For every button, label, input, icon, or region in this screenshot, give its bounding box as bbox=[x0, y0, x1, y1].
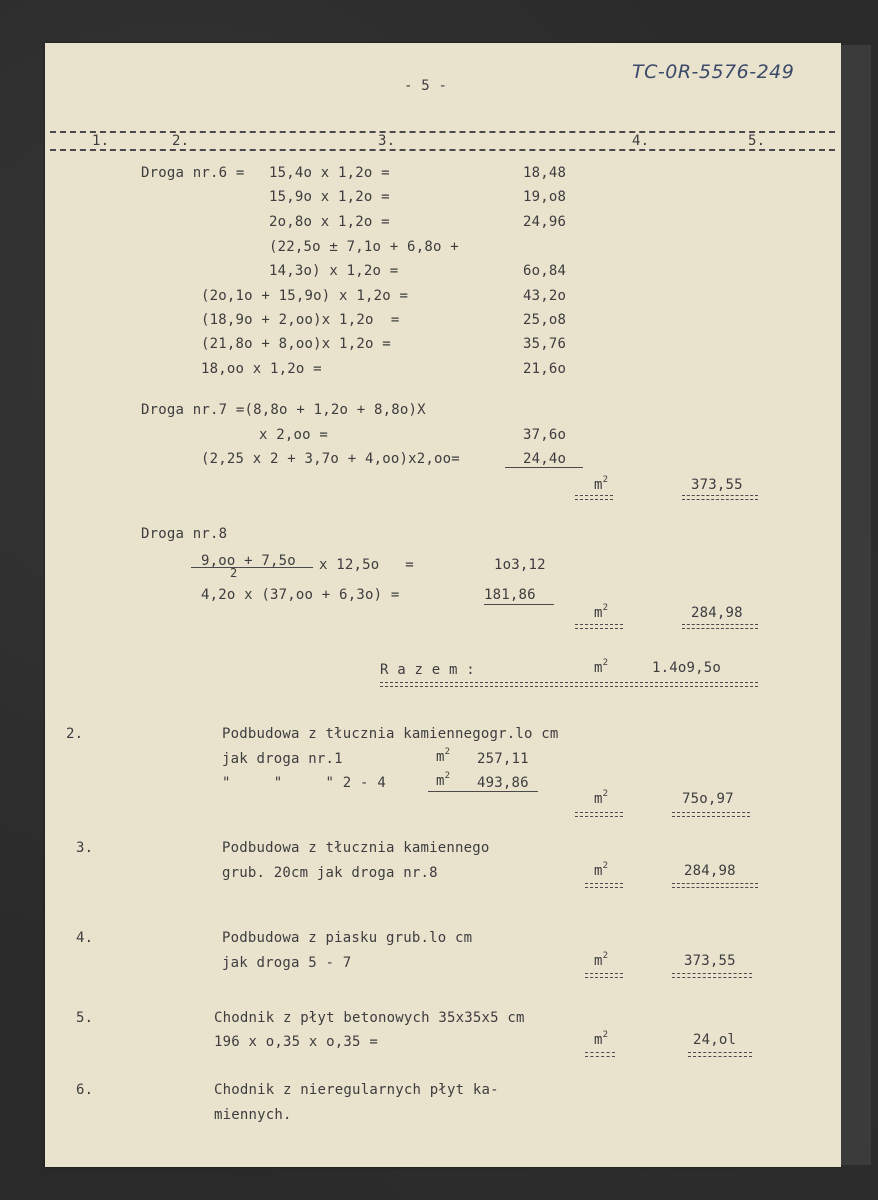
item5-unit: $m^2$ bbox=[594, 1030, 609, 1048]
item2-line2-unit: $m^2$ bbox=[436, 747, 451, 765]
item2-total: 75o,97 bbox=[682, 791, 734, 807]
road6-value-5: 6o,84 bbox=[523, 263, 567, 279]
page-number: - 5 - bbox=[404, 78, 448, 94]
road6-expr-4: (22,5o ± 7,1o + 6,8o + bbox=[269, 239, 459, 255]
road8-unit: $m^2$ bbox=[594, 603, 609, 621]
road7-total: 373,55 bbox=[691, 477, 743, 493]
road6-expr-8: (21,8o + 8,oo)x 1,2o = bbox=[201, 336, 391, 352]
column-header-3: 3. bbox=[378, 133, 396, 149]
road8-fraction-numerator: 9,oo + 7,5o bbox=[201, 553, 296, 569]
road6-expr-3: 2o,8o x 1,2o = bbox=[269, 214, 390, 230]
item3-description-1: Podbudowa z tłucznia kamiennego bbox=[222, 840, 490, 856]
road7-unit-rule bbox=[575, 495, 613, 500]
item5-total: 24,ol bbox=[693, 1032, 737, 1048]
road8-fraction-bar bbox=[191, 567, 313, 568]
road7-value-1: 37,6o bbox=[523, 427, 567, 443]
item5-description-2: 196 x o,35 x o,35 = bbox=[214, 1034, 378, 1050]
item4-unit-rule bbox=[585, 973, 623, 978]
road7-value-2: 24,4o bbox=[523, 451, 567, 467]
road8-fraction-denominator: 2 bbox=[230, 566, 238, 580]
road8-label: Droga nr.8 bbox=[141, 526, 228, 542]
road7-unit: $m^2$ bbox=[594, 475, 609, 493]
item3-total: 284,98 bbox=[684, 863, 736, 879]
road7-label: Droga nr.7 =(8,8o + 1,2o + 8,8o)X bbox=[141, 402, 426, 418]
header-rule-bottom bbox=[50, 149, 835, 151]
road8-total-rule bbox=[682, 624, 758, 629]
column-header-2: 2. bbox=[172, 133, 190, 149]
item2-line2-value: 257,11 bbox=[477, 751, 529, 767]
razem-total: 1.4o9,5o bbox=[652, 660, 722, 676]
item4-unit: $m^2$ bbox=[594, 951, 609, 969]
road7-expr-1: x 2,oo = bbox=[259, 427, 329, 443]
road8-unit-rule bbox=[575, 624, 623, 629]
road6-expr-9: 18,oo x 1,2o = bbox=[201, 361, 322, 377]
road8-total: 284,98 bbox=[691, 605, 743, 621]
item2-unit: $m^2$ bbox=[594, 789, 609, 807]
razem-label: R a z e m : bbox=[380, 662, 475, 678]
item5-number: 5. bbox=[76, 1010, 94, 1026]
road6-value-8: 35,76 bbox=[523, 336, 567, 352]
item5-total-rule bbox=[688, 1052, 752, 1057]
column-header-1: 1. bbox=[92, 133, 110, 149]
road8-expr-2: 4,2o x (37,oo + 6,3o) = bbox=[201, 587, 400, 603]
razem-rule bbox=[380, 682, 758, 687]
item2-unit-rule bbox=[575, 812, 623, 817]
page-edge bbox=[841, 45, 871, 1165]
road7-total-rule bbox=[682, 495, 758, 500]
item3-number: 3. bbox=[76, 840, 94, 856]
item6-description-1: Chodnik z nieregularnych płyt ka- bbox=[214, 1082, 499, 1098]
item2-description-1: Podbudowa z tłucznia kamiennegogr.lo cm bbox=[222, 726, 559, 742]
road6-value-6: 43,2o bbox=[523, 288, 567, 304]
item3-unit: $m^2$ bbox=[594, 861, 609, 879]
item3-description-2: grub. 20cm jak droga nr.8 bbox=[222, 865, 438, 881]
item6-number: 6. bbox=[76, 1082, 94, 1098]
item5-description-1: Chodnik z płyt betonowych 35x35x5 cm bbox=[214, 1010, 525, 1026]
item2-number: 2. bbox=[66, 726, 84, 742]
item2-description-3: " " " 2 - 4 bbox=[222, 775, 386, 791]
item4-number: 4. bbox=[76, 930, 94, 946]
item4-total-rule bbox=[672, 973, 752, 978]
item2-line3-value: 493,86 bbox=[477, 775, 529, 791]
road6-value-7: 25,o8 bbox=[523, 312, 567, 328]
item2-description-2: jak droga nr.1 bbox=[222, 751, 343, 767]
road6-value-2: 19,o8 bbox=[523, 189, 567, 205]
item3-unit-rule bbox=[585, 883, 623, 888]
header-rule-top bbox=[50, 131, 835, 133]
road6-expr-6: (2o,1o + 15,9o) x 1,2o = bbox=[201, 288, 409, 304]
item4-total: 373,55 bbox=[684, 953, 736, 969]
item2-sum-underline bbox=[428, 791, 538, 792]
column-header-4: 4. bbox=[632, 133, 650, 149]
razem-unit: $m^2$ bbox=[594, 658, 609, 676]
road8-expr-1: x 12,5o = bbox=[319, 557, 414, 573]
item4-description-1: Podbudowa z piasku grub.lo cm bbox=[222, 930, 473, 946]
road8-value-1: 1o3,12 bbox=[494, 557, 546, 573]
item3-total-rule bbox=[672, 883, 758, 888]
item2-line3-unit: $m^2$ bbox=[436, 771, 451, 789]
road8-value-2: 181,86 bbox=[484, 587, 536, 603]
road6-expr-1: 15,4o x 1,2o = bbox=[269, 165, 390, 181]
road6-expr-2: 15,9o x 1,2o = bbox=[269, 189, 390, 205]
road7-sum-underline bbox=[505, 467, 583, 468]
column-header-5: 5. bbox=[748, 133, 766, 149]
road6-expr-5: 14,3o) x 1,2o = bbox=[269, 263, 399, 279]
road6-expr-7: (18,9o + 2,oo)x 1,2o = bbox=[201, 312, 400, 328]
item6-description-2: miennych. bbox=[214, 1107, 292, 1123]
road6-value-3: 24,96 bbox=[523, 214, 567, 230]
item2-total-rule bbox=[672, 812, 750, 817]
road8-sum-underline bbox=[484, 604, 554, 605]
road6-value-1: 18,48 bbox=[523, 165, 567, 181]
item5-unit-rule bbox=[585, 1052, 615, 1057]
road7-expr-2: (2,25 x 2 + 3,7o + 4,oo)x2,oo= bbox=[201, 451, 460, 467]
road6-value-9: 21,6o bbox=[523, 361, 567, 377]
road6-label: Droga nr.6 = bbox=[141, 165, 245, 181]
item4-description-2: jak droga 5 - 7 bbox=[222, 955, 352, 971]
handwritten-reference: TC-0R-5576-249 bbox=[632, 61, 795, 83]
